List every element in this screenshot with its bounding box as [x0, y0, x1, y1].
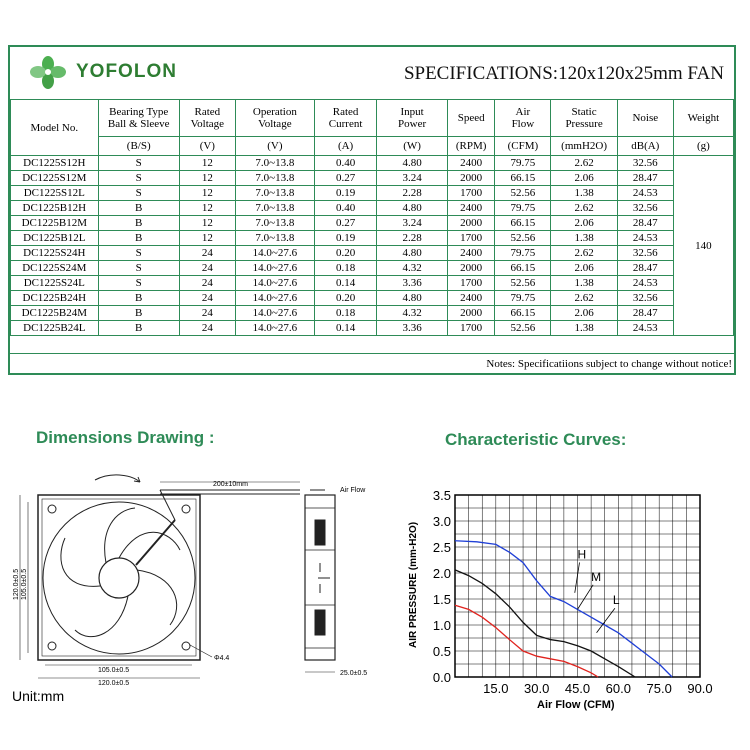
- table-cell: S: [98, 171, 179, 186]
- table-cell: 1700: [447, 186, 494, 201]
- table-cell: 0.18: [314, 261, 376, 276]
- table-cell: 3.24: [377, 171, 448, 186]
- table-cell: 3.24: [377, 216, 448, 231]
- table-row: [11, 201, 734, 216]
- table-cell: 28.47: [617, 306, 673, 321]
- x-tick-label: 75.0: [646, 681, 672, 696]
- table-cell: 12: [179, 231, 235, 246]
- table-cell: 79.75: [495, 291, 551, 306]
- table-cell: 79.75: [495, 246, 551, 261]
- table-cell: S: [98, 261, 179, 276]
- table-cell: 24: [179, 321, 235, 336]
- table-cell: S: [98, 246, 179, 261]
- table-cell: DC1225B12L: [11, 231, 99, 246]
- x-tick-label: 60.0: [605, 681, 631, 696]
- column-header-text: Rated: [332, 106, 359, 118]
- table-cell: DC1225S24H: [11, 246, 99, 261]
- table-header-row: [11, 100, 734, 137]
- series-label-L: L: [612, 593, 620, 608]
- column-header-text: Rated: [194, 106, 221, 118]
- table-cell: 2000: [447, 171, 494, 186]
- table-cell: 0.19: [314, 186, 376, 201]
- table-cell: B: [98, 201, 179, 216]
- table-cell: B: [98, 216, 179, 231]
- x-tick-label: 90.0: [687, 681, 713, 696]
- column-unit: (A): [314, 137, 376, 156]
- table-cell: 2.62: [551, 201, 617, 216]
- table-cell: B: [98, 306, 179, 321]
- column-header: [98, 100, 179, 137]
- table-cell: 0.14: [314, 276, 376, 291]
- column-header-text: Weight: [687, 112, 720, 124]
- column-header: [673, 100, 733, 137]
- column-header: [617, 100, 673, 137]
- table-cell: 12: [179, 156, 235, 171]
- brand-name: YOFOLON: [76, 61, 177, 82]
- table-row: [11, 216, 734, 231]
- pq-curve-chart: [400, 480, 745, 720]
- spec-title: SPECIFICATIONS:120x120x25mm FAN: [403, 63, 724, 84]
- column-header: [314, 100, 376, 137]
- table-cell: 24.53: [617, 321, 673, 336]
- table-cell: 2000: [447, 306, 494, 321]
- table-cell: S: [98, 156, 179, 171]
- x-tick-label: 45.0: [564, 681, 591, 696]
- column-header-text: Flow: [511, 118, 535, 130]
- column-header: [495, 100, 551, 137]
- table-cell: 28.47: [617, 216, 673, 231]
- table-row: [11, 246, 734, 261]
- table-cell: B: [98, 321, 179, 336]
- table-cell: 2400: [447, 291, 494, 306]
- table-cell: DC1225S12H: [11, 156, 99, 171]
- table-cell: 2400: [447, 201, 494, 216]
- table-cell: 28.47: [617, 171, 673, 186]
- table-cell: DC1225S24L: [11, 276, 99, 291]
- table-cell: 4.32: [377, 261, 448, 276]
- table-cell: 66.15: [495, 216, 551, 231]
- table-cell: B: [98, 231, 179, 246]
- table-cell: 12: [179, 201, 235, 216]
- y-axis-label: AIR PRESSURE (mm-H2O): [408, 521, 419, 648]
- column-header-text: Pressure: [565, 118, 603, 130]
- table-row: [11, 156, 734, 171]
- hole-diameter-label: Φ4.4: [214, 655, 230, 662]
- column-header-text: Air: [515, 106, 531, 118]
- table-cell: 24.53: [617, 186, 673, 201]
- table-cell: 3.36: [377, 276, 448, 291]
- table-cell: DC1225S24M: [11, 261, 99, 276]
- column-unit: (V): [179, 137, 235, 156]
- table-cell: 12: [179, 186, 235, 201]
- table-cell: 32.56: [617, 291, 673, 306]
- series-line-H: [455, 541, 672, 677]
- column-header-text: Speed: [457, 112, 485, 124]
- chart-series: [455, 541, 672, 677]
- table-cell: 2.62: [551, 156, 617, 171]
- table-cell: 0.27: [314, 171, 376, 186]
- table-cell: 24: [179, 291, 235, 306]
- table-row: [11, 291, 734, 306]
- table-row: [11, 186, 734, 201]
- table-row: [11, 321, 734, 336]
- table-cell: 24.53: [617, 276, 673, 291]
- table-cell: S: [98, 186, 179, 201]
- table-cell: 2.06: [551, 261, 617, 276]
- series-leader-M: [578, 585, 594, 610]
- table-cell: DC1225S12L: [11, 186, 99, 201]
- height-outer-label: 120.0±0.5: [13, 568, 20, 600]
- column-header: [377, 100, 448, 137]
- chart-grid: [455, 495, 700, 677]
- table-cell: 1700: [447, 231, 494, 246]
- table-cell: 32.56: [617, 156, 673, 171]
- airflow-direction-label: Air Flow: [340, 487, 366, 494]
- table-cell: S: [98, 276, 179, 291]
- column-header: [235, 100, 314, 137]
- table-cell: 7.0~13.8: [235, 186, 314, 201]
- width-inner-label: 105.0±0.5: [98, 667, 130, 674]
- column-unit: (g): [673, 137, 733, 156]
- series-label-M: M: [591, 569, 602, 584]
- table-cell: 2400: [447, 246, 494, 261]
- column-header-text: Noise: [632, 112, 659, 124]
- table-cell: 2000: [447, 216, 494, 231]
- table-cell: 2.06: [551, 216, 617, 231]
- column-header-text: Power: [398, 118, 427, 130]
- table-cell: DC1225B12M: [11, 216, 99, 231]
- table-cell: 66.15: [495, 171, 551, 186]
- table-cell: 24: [179, 276, 235, 291]
- depth-label: 25.0±0.5: [340, 670, 368, 677]
- table-cell: 14.0~27.6: [235, 276, 314, 291]
- table-row: [11, 261, 734, 276]
- series-leader-H: [575, 562, 580, 592]
- table-cell: 24: [179, 306, 235, 321]
- table-cell: 14.0~27.6: [235, 261, 314, 276]
- table-cell: 24.53: [617, 231, 673, 246]
- table-cell: DC1225B12H: [11, 201, 99, 216]
- y-tick-label: 1.0: [432, 618, 451, 633]
- x-tick-label: 30.0: [524, 681, 550, 696]
- column-unit: (CFM): [495, 137, 551, 156]
- table-cell: DC1225S12M: [11, 171, 99, 186]
- x-axis-label: Air Flow (CFM): [537, 699, 615, 711]
- table-unit-row: [11, 137, 734, 156]
- spec-sheet: [8, 45, 736, 375]
- curves-title: Characteristic Curves:: [445, 430, 627, 449]
- column-header: [447, 100, 494, 137]
- column-unit: (W): [377, 137, 448, 156]
- column-header-text: Operation: [252, 106, 297, 118]
- table-row: [11, 306, 734, 321]
- table-cell: 7.0~13.8: [235, 171, 314, 186]
- column-header: [551, 100, 617, 137]
- series-label-H: H: [577, 547, 587, 562]
- column-unit: (V): [235, 137, 314, 156]
- table-cell: 14.0~27.6: [235, 291, 314, 306]
- table-cell: 52.56: [495, 186, 551, 201]
- series-line-L: [455, 605, 598, 677]
- y-tick-label: 3.0: [432, 514, 451, 529]
- table-cell: 0.18: [314, 306, 376, 321]
- column-header: [179, 100, 235, 137]
- table-cell: 1700: [447, 321, 494, 336]
- table-cell: 66.15: [495, 306, 551, 321]
- y-tick-label: 2.0: [432, 566, 451, 581]
- spec-header: [10, 47, 734, 100]
- table-cell: 7.0~13.8: [235, 201, 314, 216]
- y-tick-label: 2.5: [432, 540, 451, 555]
- table-cell: 7.0~13.8: [235, 216, 314, 231]
- table-cell: 14.0~27.6: [235, 246, 314, 261]
- table-cell: 52.56: [495, 321, 551, 336]
- table-cell: 2.06: [551, 171, 617, 186]
- table-cell: 4.80: [377, 246, 448, 261]
- y-tick-label: 0.0: [432, 670, 451, 685]
- dimensions-title: Dimensions Drawing :: [36, 428, 215, 447]
- table-row: [11, 231, 734, 246]
- table-cell: 79.75: [495, 201, 551, 216]
- weight-cell: 140: [673, 156, 733, 336]
- table-cell: DC1225B24M: [11, 306, 99, 321]
- table-cell: 14.0~27.6: [235, 306, 314, 321]
- table-cell: 12: [179, 216, 235, 231]
- table-cell: 2.62: [551, 291, 617, 306]
- column-header-text: Bearing Type: [109, 106, 169, 118]
- table-row: [11, 276, 734, 291]
- table-cell: DC1225B24L: [11, 321, 99, 336]
- table-cell: 7.0~13.8: [235, 156, 314, 171]
- table-cell: 0.14: [314, 321, 376, 336]
- dimensions-drawing: [0, 460, 400, 690]
- column-header-text: Voltage: [190, 118, 225, 130]
- table-cell: 79.75: [495, 156, 551, 171]
- table-cell: B: [98, 291, 179, 306]
- table-cell: 1700: [447, 276, 494, 291]
- table-cell: 2400: [447, 156, 494, 171]
- y-tick-label: 0.5: [432, 644, 451, 659]
- table-cell: 3.36: [377, 321, 448, 336]
- table-cell: 2.28: [377, 186, 448, 201]
- table-cell: 1.38: [551, 231, 617, 246]
- table-cell: 2.28: [377, 231, 448, 246]
- table-cell: 32.56: [617, 246, 673, 261]
- table-cell: 0.27: [314, 216, 376, 231]
- table-cell: 52.56: [495, 231, 551, 246]
- spec-note: Notes: Specificatiions subject to change without notice!: [10, 353, 734, 374]
- table-cell: 24: [179, 261, 235, 276]
- table-cell: 0.19: [314, 231, 376, 246]
- table-cell: 2.06: [551, 306, 617, 321]
- table-cell: 32.56: [617, 201, 673, 216]
- fan-side-view: [305, 490, 335, 660]
- table-cell: 1.38: [551, 276, 617, 291]
- fan-front-view: [38, 475, 200, 660]
- table-cell: DC1225B24H: [11, 291, 99, 306]
- column-header: [11, 100, 99, 156]
- table-cell: 1.38: [551, 186, 617, 201]
- column-header-text: Voltage: [258, 118, 292, 130]
- table-cell: 4.32: [377, 306, 448, 321]
- table-cell: 66.15: [495, 261, 551, 276]
- height-inner-label: 105.0±0.5: [21, 568, 28, 600]
- table-cell: 0.20: [314, 246, 376, 261]
- column-header-text: Static: [571, 106, 597, 118]
- spec-table: [10, 99, 734, 336]
- table-cell: 0.40: [314, 201, 376, 216]
- table-cell: 4.80: [377, 156, 448, 171]
- table-cell: 24: [179, 246, 235, 261]
- column-header-text: Ball & Sleeve: [107, 118, 170, 130]
- column-header-text: Input: [400, 106, 424, 118]
- table-cell: 4.80: [377, 291, 448, 306]
- table-cell: 2.62: [551, 246, 617, 261]
- clover-logo-icon: [28, 55, 68, 91]
- table-cell: 28.47: [617, 261, 673, 276]
- table-cell: 0.20: [314, 291, 376, 306]
- column-header-text: Model No.: [30, 121, 79, 134]
- table-cell: 2000: [447, 261, 494, 276]
- y-tick-label: 3.5: [432, 488, 451, 503]
- table-cell: 14.0~27.6: [235, 321, 314, 336]
- unit-label: Unit:mm: [12, 688, 65, 704]
- column-unit: (RPM): [447, 137, 494, 156]
- table-cell: 52.56: [495, 276, 551, 291]
- table-cell: 4.80: [377, 201, 448, 216]
- table-cell: 7.0~13.8: [235, 231, 314, 246]
- y-tick-label: 1.5: [432, 592, 451, 607]
- table-row: [11, 171, 734, 186]
- column-unit: dB(A): [617, 137, 673, 156]
- table-cell: 12: [179, 171, 235, 186]
- cable-length-label: 200±10mm: [213, 481, 248, 488]
- column-unit: (B/S): [98, 137, 179, 156]
- width-outer-label: 120.0±0.5: [98, 680, 130, 687]
- column-unit: (mmH2O): [551, 137, 617, 156]
- column-header-text: Current: [328, 118, 363, 130]
- table-cell: 0.40: [314, 156, 376, 171]
- table-cell: 1.38: [551, 321, 617, 336]
- x-tick-label: 15.0: [483, 681, 509, 696]
